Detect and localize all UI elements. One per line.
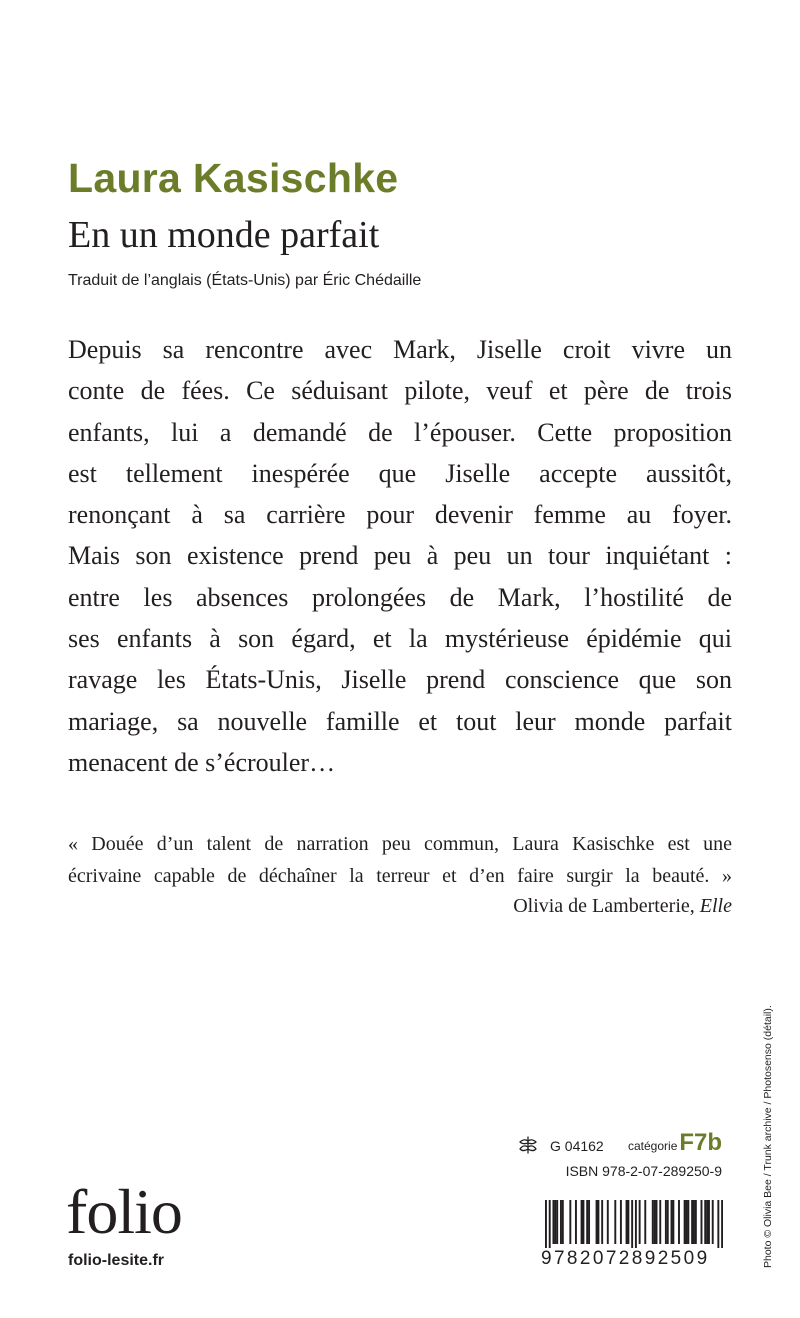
quote-attribution-source: Elle: [699, 895, 732, 917]
barcode-bar: [607, 1200, 609, 1244]
synopsis-line: mariage, sa nouvelle famille et tout leur monde parfait: [68, 706, 732, 736]
synopsis-line: conte de fées. Ce séduisant pilote, veuf et père de trois: [68, 376, 732, 406]
barcode-bar: [708, 1200, 710, 1244]
barcode-bar: [656, 1200, 658, 1244]
barcode-digits: 9782072892509: [541, 1248, 710, 1269]
barcode: [545, 1200, 723, 1248]
barcode-bar: [562, 1200, 564, 1244]
author-name: Laura Kasischke: [68, 155, 399, 201]
folio-logo: folio: [66, 1176, 182, 1247]
barcode-bar: [704, 1200, 706, 1244]
barcode-bar: [627, 1200, 629, 1244]
barcode-bar: [626, 1200, 628, 1244]
barcode-bar: [552, 1200, 554, 1244]
barcode-bar: [614, 1200, 616, 1244]
synopsis-line: Mais son existence prend peu à peu un tour inquiétant :: [68, 541, 732, 571]
price-category: F7b: [679, 1129, 722, 1156]
quote-attribution: [513, 890, 732, 922]
barcode-bar: [560, 1200, 562, 1244]
barcode-bar: [659, 1200, 661, 1244]
barcode-bar: [712, 1200, 714, 1244]
barcode-bar: [717, 1200, 719, 1248]
catalog-code-row: [518, 1131, 722, 1157]
barcode-bar: [686, 1200, 688, 1244]
barcode-bar: [586, 1200, 588, 1244]
barcode-bar: [687, 1200, 689, 1244]
barcode-bar: [672, 1200, 674, 1244]
barcode-bar: [639, 1200, 641, 1244]
translator-credit: Traduit de l’anglais (États-Unis) par Éric Chédaille: [68, 272, 422, 289]
barcode-bar: [721, 1200, 723, 1248]
barcode-bar: [701, 1200, 703, 1244]
barcode-bar: [554, 1200, 556, 1244]
barcode-bar: [706, 1200, 708, 1244]
synopsis: [68, 329, 732, 783]
synopsis-line: renonçant à sa carrière pour devenir femme au foyer.: [68, 500, 732, 530]
press-quote-line: écrivaine capable de déchaîner la terreur et d’en faire surgir la beauté. »: [68, 865, 732, 887]
photo-credit: Photo © Olivia Bee / Trunk archive / Photosenso (détail).: [762, 1005, 774, 1268]
press-quote-line: « Douée d’un talent de narration peu commun, Laura Kasischke est une: [68, 833, 732, 855]
synopsis-line: ravage les États-Unis, Jiselle prend conscience que son: [68, 665, 732, 695]
barcode-bar: [596, 1200, 598, 1244]
barcode-bar: [581, 1200, 583, 1244]
barcode-bar: [569, 1200, 571, 1244]
barcode-bar: [620, 1200, 622, 1244]
synopsis-line: enfants, lui a demandé de l’épouser. Cette proposition: [68, 417, 732, 447]
synopsis-line: menacent de s’écrouler…: [68, 747, 336, 777]
barcode-bar: [631, 1200, 633, 1248]
isbn: ISBN 978-2-07-289250-9: [565, 1163, 722, 1179]
barcode-bar: [545, 1200, 547, 1248]
publisher-website: folio-lesite.fr: [68, 1252, 165, 1269]
barcode-bar: [654, 1200, 656, 1244]
synopsis-line: ses enfants à son égard, et la mystérieuse épidémie qui: [68, 624, 732, 654]
barcode-bar: [582, 1200, 584, 1244]
category-label: catégorie: [628, 1139, 678, 1153]
barcode-bar: [684, 1200, 686, 1244]
synopsis-line: est tellement inespérée que Jiselle accepte aussitôt,: [68, 458, 732, 488]
barcode-bar: [644, 1200, 646, 1244]
barcode-bar: [556, 1200, 558, 1244]
barcode-bar: [652, 1200, 654, 1244]
barcode-bar: [549, 1200, 551, 1248]
barcode-bar: [665, 1200, 667, 1244]
synopsis-line: Depuis sa rencontre avec Mark, Jiselle croit vivre un: [68, 335, 732, 364]
barcode-bar: [667, 1200, 669, 1244]
publisher-mark-icon: [518, 1135, 538, 1155]
barcode-bar: [588, 1200, 590, 1244]
barcode-bar: [671, 1200, 673, 1244]
barcode-bar: [601, 1200, 603, 1244]
barcode-bar: [597, 1200, 599, 1244]
barcode-bar: [691, 1200, 693, 1244]
barcode-bar: [635, 1200, 637, 1248]
barcode-bar: [693, 1200, 695, 1244]
barcode-bar: [695, 1200, 697, 1244]
synopsis-line: entre les absences prolongées de Mark, l’hostilité de: [68, 582, 732, 612]
book-title: En un monde parfait: [68, 214, 380, 256]
barcode-bar: [575, 1200, 577, 1244]
catalog-code: G 04162: [550, 1138, 604, 1154]
quote-attribution-name: Olivia de Lamberterie,: [513, 895, 700, 917]
press-quote: [68, 828, 732, 892]
barcode-bar: [678, 1200, 680, 1244]
